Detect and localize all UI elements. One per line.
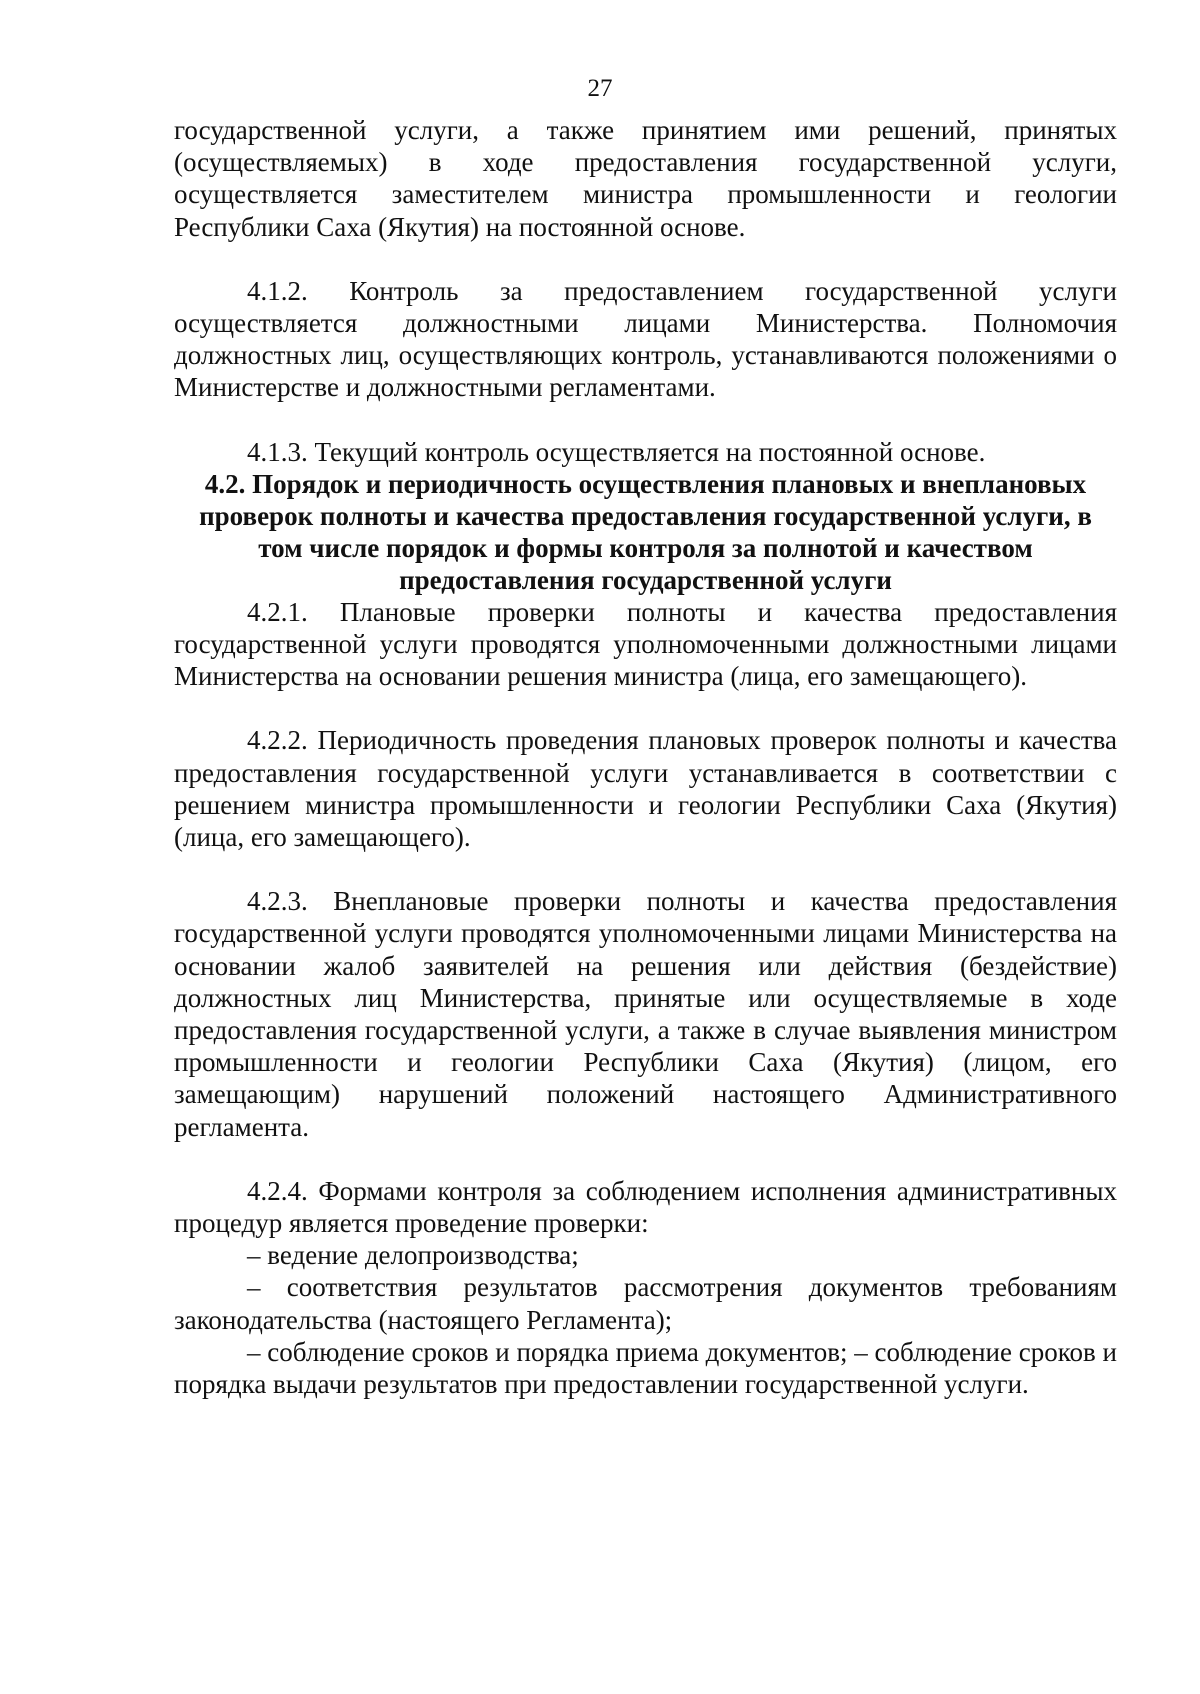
paragraph-4-2-3: 4.2.3. Внеплановые проверки полноты и качества предоставления государственной услуги проводятся уполномоченными лицами Министерства на основании жалоб заявителей на решения или действия (бездействие) должностных лиц Министерства, принятые или осуществляемые в ходе предоставления государственной услуги, а также в случае выявления министром промышленности и геологии Республики Саха (Якутия) (лицом, его замещающим) нарушений положений настоящего Административного регламента. [174, 886, 1117, 1142]
document-body [174, 114, 1117, 1400]
list-item: – соответствия результатов рассмотрения документов требованиям законодательства (настоящего Регламента); [174, 1272, 1117, 1335]
section-heading-4-2: 4.2. Порядок и периодичность осуществления плановых и внеплановых проверок полноты и качества предоставления государственной услуги, в том числе порядок и формы контроля за полнотой и качеством предоставления государственной услуги [199, 468, 1092, 595]
list-item: – ведение делопроизводства; [247, 1240, 579, 1271]
paragraph-4-2-4: 4.2.4. Формами контроля за соблюдением исполнения административных процедур является проведение проверки: [174, 1175, 1117, 1239]
paragraph-4-1-3: 4.1.3. Текущий контроль осуществляется на постоянной основе. [247, 436, 986, 467]
paragraph-4-1-2: 4.1.2. Контроль за предоставлением государственной услуги осуществляется должностными лицами Министерства. Полномочия должностных лиц, осуществляющих контроль, устанавливаются положениями о Министерстве и должностными регламентами. [174, 275, 1117, 403]
page-number: 27 [587, 75, 613, 102]
paragraph-4-2-2: 4.2.2. Периодичность проведения плановых проверок полноты и качества предоставления государственной услуги устанавливается в соответствии с решением министра промышленности и геологии Республики Саха (Якутия) (лица, его замещающего). [174, 725, 1117, 853]
list-item: – соблюдение сроков и порядка приема документов; – соблюдение сроков и порядка выдачи результатов при предоставлении государственной услуги. [174, 1336, 1117, 1400]
paragraph-4-2-1: 4.2.1. Плановые проверки полноты и качества предоставления государственной услуги проводятся уполномоченными должностными лицами Министерства на основании решения министра (лица, его замещающего). [174, 596, 1117, 692]
paragraph-continuation: государственной услуги, а также принятием ими решений, принятых (осуществляемых) в ходе предоставления государственной услуги, осуществляется заместителем министра промышленности и геологии Республики Саха (Якутия) на постоянной основе. [174, 115, 1117, 242]
